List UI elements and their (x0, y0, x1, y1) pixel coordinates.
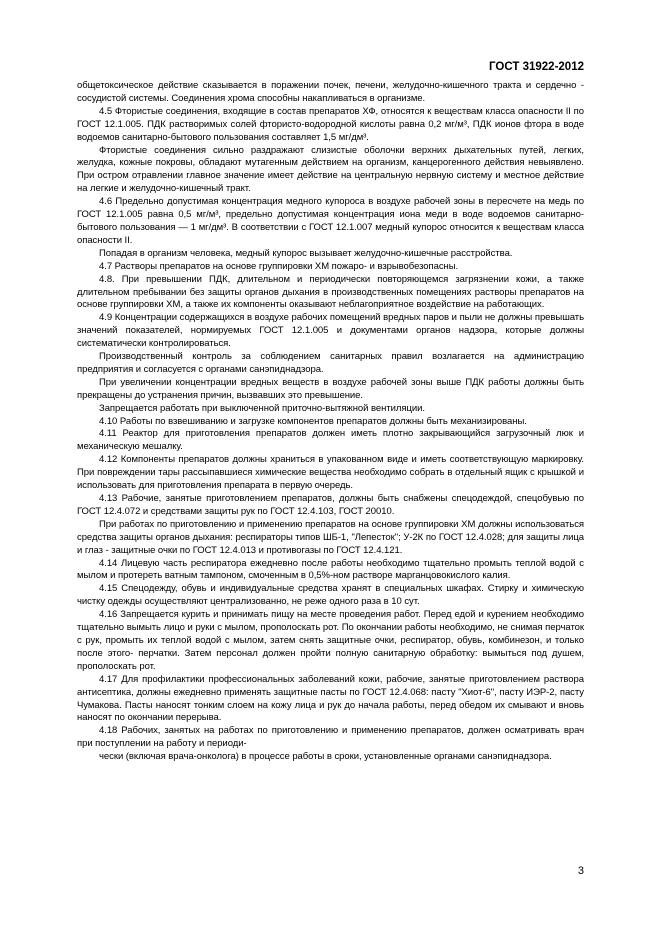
paragraph-p9: Производственный контроль за соблюдением санитарных правил возлагается на администрацию предприятия и согласуется с органами санэпиднадзора. (77, 351, 584, 375)
page-number: 3 (577, 865, 584, 877)
paragraph-p12: 4.10 Работы по взвешиванию и загрузке компонентов препаратов должны быть механизированы. (99, 415, 527, 427)
paragraph-p4: 4.6 Предельно допустимая концентрация медного купороса в воздухе рабочей зоны в пересчете на медь по ГОСТ 12.1.005 равна 0,5 мг/м³, предельно допустимая концентрация иона меди в воде водоемов санитарно-бытового пользования — 1 мг/дм³. В соответствии с ГОСТ 12.1.007 медный купорос относится к веществам класса опасности II. (77, 196, 584, 246)
paragraph-p15: 4.13 Рабочие, занятые приготовлением препаратов, должны быть снабжены спецодеждой, спецобувью по ГОСТ 12.4.072 и средствами защиты рук по ГОСТ 12.4.103, ГОСТ 20010. (77, 493, 584, 517)
paragraph-p22: чески (включая врача-онколога) в процессе работы в сроки, установленные органами санэпиднадзора. (99, 751, 552, 763)
paragraph-p3: Фтористые соединения сильно раздражают слизистые оболочки верхних дыхательных путей, легких, желудка, кожные покровы, обладают мутагенным действием на организм, канцерогенного действия невыявлено. При остром отравлении главное значение имеет действие на центральную нервную систему и местное действие на легкие и желудочно-кишечный тракт. (77, 144, 584, 195)
paragraph-p14: 4.12 Компоненты препаратов должны храниться в упакованном виде и иметь соответствующую маркировку. При повреждении тары рассыпавшиеся химические вещества необходимо собрать в отдельный ящик с крышкой и использовать для приготовления препарата в первую очередь. (77, 454, 584, 492)
paragraph-p5: Попадая в организм человека, медный купорос вызывает желудочно-кишечные расстройства. (99, 247, 513, 259)
paragraph-p6: 4.7 Растворы препаратов на основе группировки ХМ пожаро- и взрывобезопасны. (99, 260, 459, 272)
paragraph-p18: 4.15 Спецодежду, обувь и индивидуальные средства хранят в специальных шкафах. Стирку и химическую чистку одежды осуществляют централизованно, не реже одного раза в 10 сут. (77, 583, 584, 608)
paragraph-p2: 4.5 Фтористые соединения, входящие в состав препаратов ХФ, относятся к веществам класса опасности II по ГОСТ 12.1.005. ПДК растворимых солей фтористо-водородной кислоты равна 0,2 мг/м³, ПДК ионов фтора в воде водоемов санитарно-бытового пользования составляет 1,5 мг/дм³. (77, 105, 584, 143)
paragraph-p17: 4.14 Лицевую часть респиратора ежедневно после работы необходимо тщательно промыть теплой водой с мылом и протереть ватным тампоном, смоченным в 0,5%-ном растворе марганцовокислого калия. (77, 557, 584, 582)
paragraph-p13: 4.11 Реактор для приготовления препаратов должен иметь плотно закрывающийся загрузочный люк и механическую мешалку. (77, 428, 584, 453)
document-body (77, 80, 584, 764)
paragraph-p8: 4.9 Концентрации содержащихся в воздухе рабочих помещений вредных паров и пыли не должны превышать значений показателей, нормируемых ГОСТ 12.1.005 и документами органов надзора, которые должны систематически контролироваться. (77, 312, 584, 350)
paragraph-p1: общетоксическое действие сказывается в поражении почек, печени, желудочно-кишечного тракта и сердечно - сосудистой системы. Соединения хрома способны накапливаться в организме. (77, 80, 584, 104)
paragraph-p16: При работах по приготовлению и применению препаратов на основе группировки ХМ должны использоваться средства защиты органов дыхания: респираторы типов ШБ-1, "Лепесток"; У-2К по ГОСТ 12.4.028; для защиты лица и глаз - защитные очки по ГОСТ 12.4.013 и противогазы по ГОСТ 12.4.121. (77, 518, 584, 556)
paragraph-p11: Запрещается работать при выключенной приточно-вытяжной вентиляции. (99, 402, 425, 414)
paragraph-p7: 4.8. При превышении ПДК, длительном и периодически повторяющемся загрязнении кожи, а также длительном пребывании без защиты органов дыхания в производственных помещениях растворы препаратов на основе группировки ХМ, а также их компоненты оказывают неблагоприятное воздействие на работающих. (77, 273, 584, 311)
paragraph-p10: При увеличении концентрации вредных веществ в воздухе рабочей зоны выше ПДК работы должны быть прекращены до устранения причин, вызвавших это превышение. (77, 376, 584, 401)
standard-header: ГОСТ 31922-2012 (489, 61, 584, 73)
paragraph-p21: 4.18 Рабочих, занятых на работах по приготовлению и применению препаратов, должен осматривать врач при поступлении на работу и периоди- (77, 725, 584, 750)
paragraph-p19: 4.16 Запрещается курить и принимать пищу на месте проведения работ. Перед едой и курением необходимо тщательно вымыть лицо и руки с мылом, прополоскать рот. По окончании работы необходимо, не снимая перчаток с рук, промыть их теплой водой с мылом, затем снять защитные очки, респиратор, обувь, комбинезон, и только после этого- перчатки. Затем персонал должен пройти полную санитарную обработку: вымыться под душем, прополоскать рот. (77, 609, 584, 672)
paragraph-p20: 4.17 Для профилактики профессиональных заболеваний кожи, рабочие, занятые приготовлением раствора антисептика, должны ежедневно применять защитные пасты по ГОСТ 12.4.068: пасту "Хиот-6", пасту ИЭР-2, пасту Чумакова. Пасты наносят тонким слоем на кожу лица и рук до начала работы, перед обедом их смывают и вновь наносят по окончании перерыва. (77, 673, 584, 724)
